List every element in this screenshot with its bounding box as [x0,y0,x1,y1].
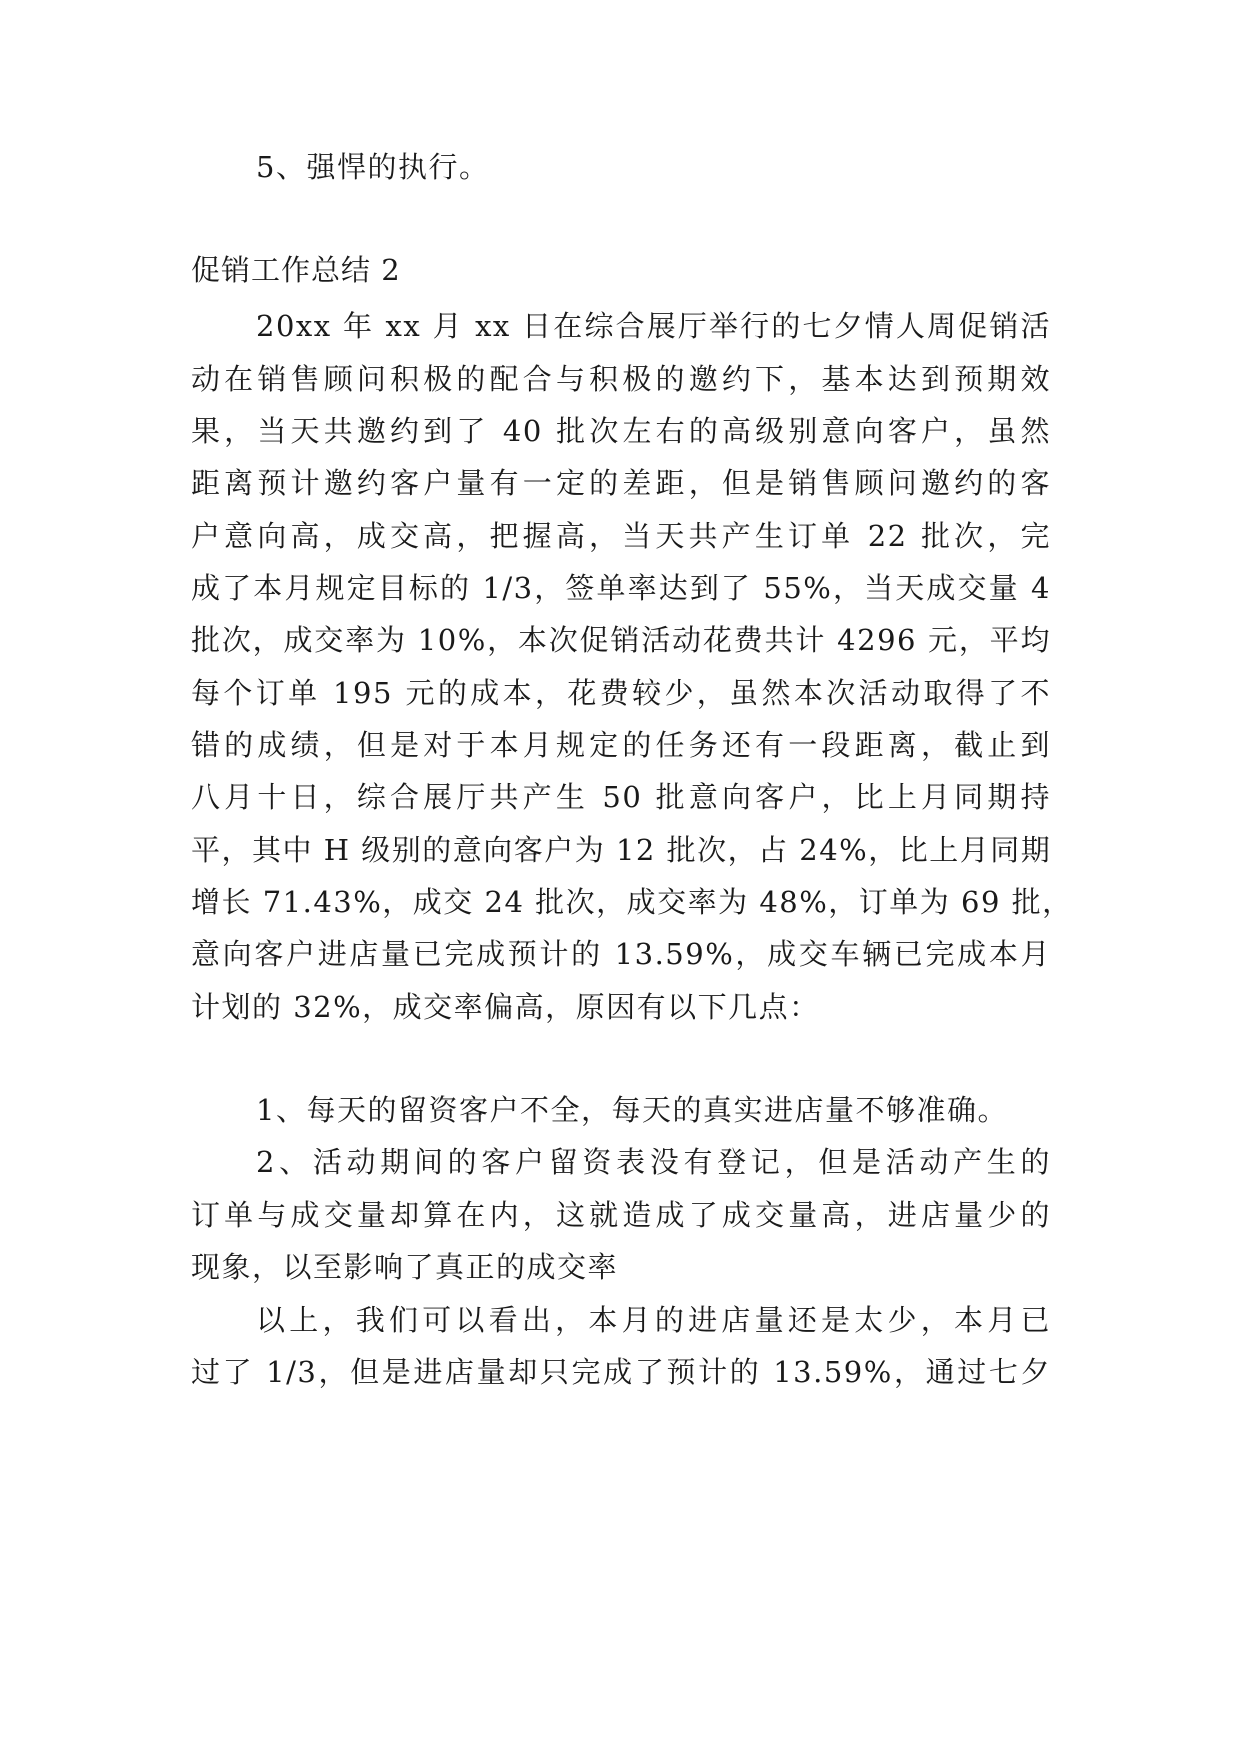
paragraph-line: 增长 71.43%，成交 24 批次，成交率为 48%，订单为 69 批， [191,885,1073,919]
list-item-5: 5、强悍的执行。 [256,150,490,184]
list-item-2: 2、活动期间的客户留资表没有登记，但是活动产生的 [256,1145,1051,1179]
paragraph-line: 平，其中 H 级别的意向客户为 12 批次，占 24%，比上月同期 [191,833,1052,867]
paragraph-line: 每个订单 195 元的成本，花费较少，虽然本次活动取得了不 [191,676,1051,710]
paragraph-line: 批次，成交率为 10%，本次促销活动花费共计 4296 元，平均 [191,623,1051,657]
paragraph-line: 成了本月规定目标的 1/3，签单率达到了 55%，当天成交量 4 [191,571,1051,605]
paragraph-line: 订单与成交量却算在内，这就造成了成交量高，进店量少的 [191,1198,1051,1232]
paragraph-line: 错的成绩，但是对于本月规定的任务还有一段距离，截止到 [191,728,1051,762]
paragraph-line: 果，当天共邀约到了 40 批次左右的高级别意向客户，虽然 [191,414,1051,448]
paragraph-line: 以上，我们可以看出，本月的进店量还是太少，本月已 [256,1303,1051,1337]
paragraph-line: 过了 1/3，但是进店量却只完成了预计的 13.59%，通过七夕 [191,1355,1051,1389]
paragraph-line: 动在销售顾问积极的配合与积极的邀约下，基本达到预期效 [191,362,1051,396]
paragraph-line: 20xx 年 xx 月 xx 日在综合展厅举行的七夕情人周促销活 [256,309,1051,343]
paragraph-line: 现象，以至影响了真正的成交率 [191,1250,619,1284]
list-item-1: 1、每天的留资客户不全，每天的真实进店量不够准确。 [256,1093,1008,1127]
section-title: 促销工作总结 2 [191,253,401,287]
paragraph-line: 计划的 32%，成交率偏高，原因有以下几点： [191,990,820,1024]
paragraph-line: 八月十日，综合展厅共产生 50 批意向客户，比上月同期持 [191,780,1051,814]
paragraph-line: 意向客户进店量已完成预计的 13.59%，成交车辆已完成本月 [191,937,1051,971]
paragraph-line: 距离预计邀约客户量有一定的差距，但是销售顾问邀约的客 [191,466,1051,500]
paragraph-line: 户意向高，成交高，把握高，当天共产生订单 22 批次，完 [191,519,1051,553]
